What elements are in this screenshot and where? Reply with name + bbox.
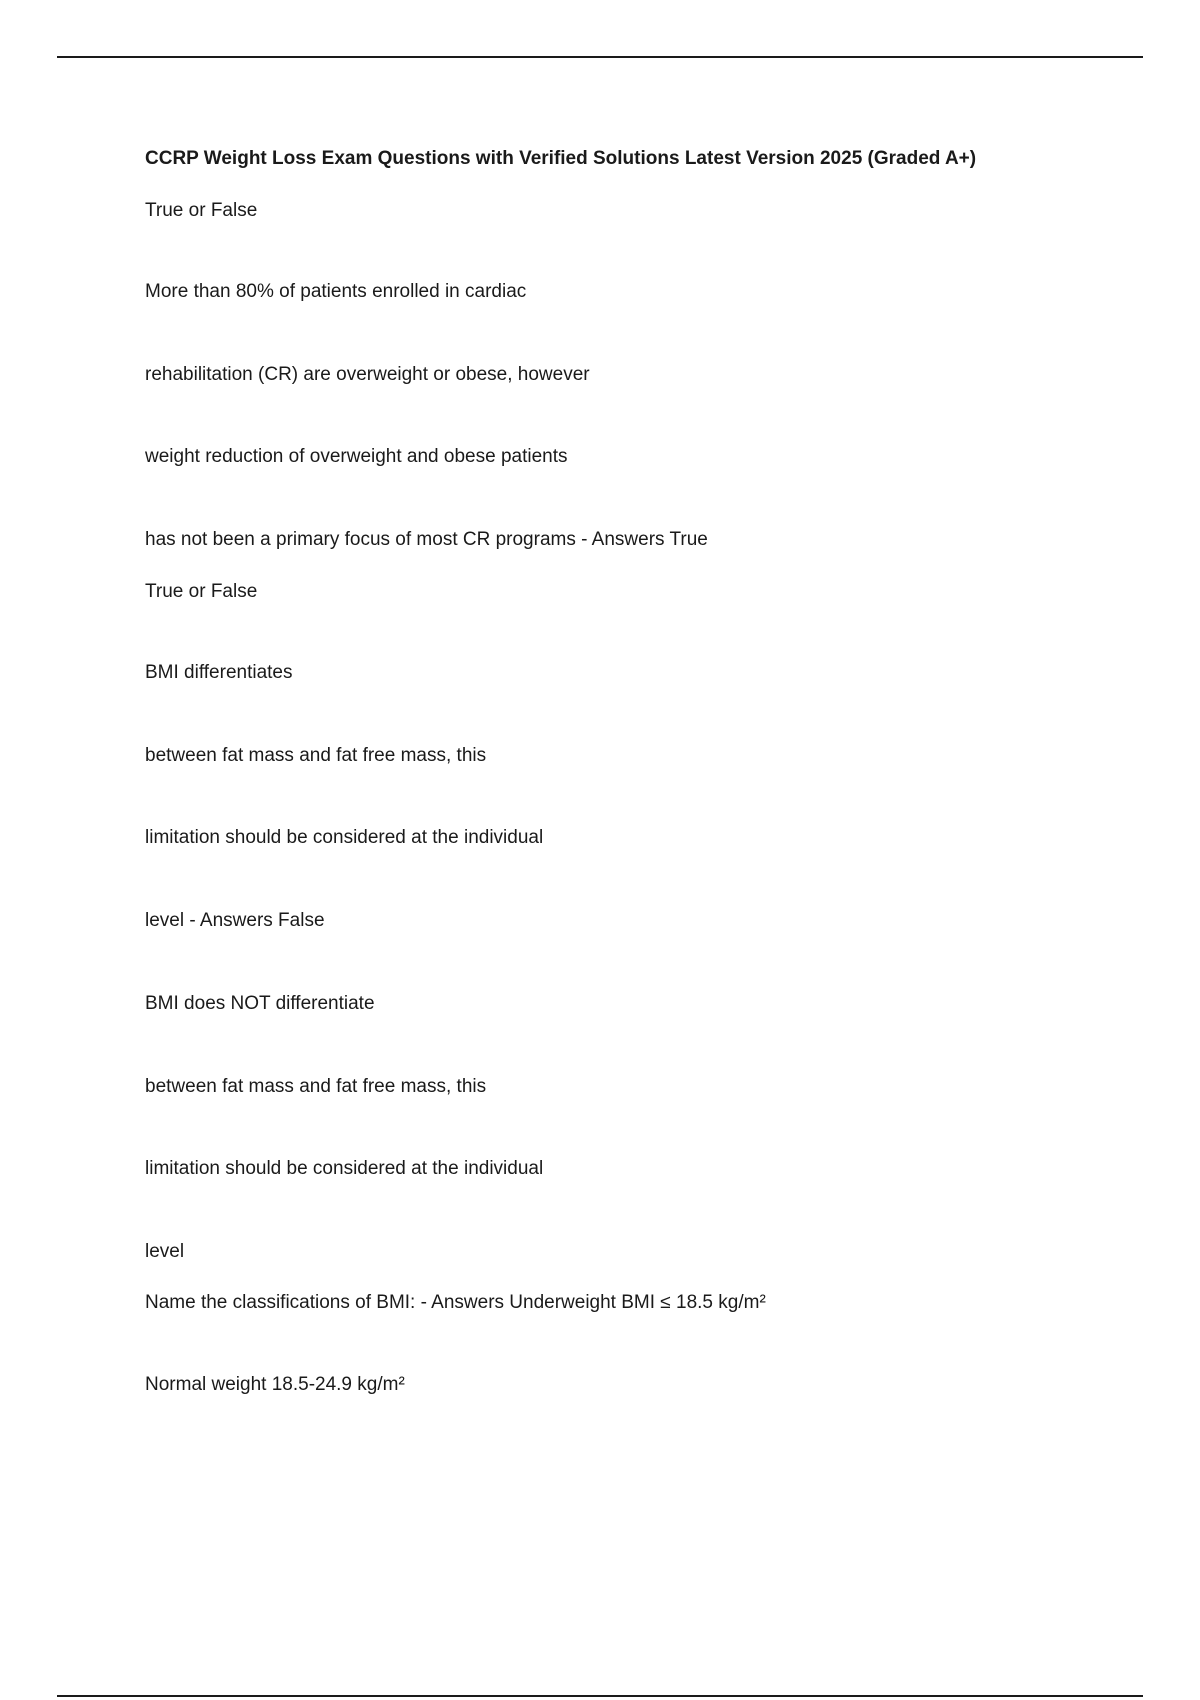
text-line: BMI differentiates	[145, 662, 293, 683]
text-line: More than 80% of patients enrolled in cardiac	[145, 281, 527, 302]
text-line: level	[145, 1241, 185, 1262]
text-line: limitation should be considered at the individual	[145, 827, 544, 848]
document-title: CCRP Weight Loss Exam Questions with Verified Solutions Latest Version 2025 (Graded A+)	[145, 148, 977, 169]
header-rule	[57, 56, 1143, 58]
text-line: has not been a primary focus of most CR programs - Answers True	[145, 529, 708, 550]
text-line: True or False	[145, 200, 258, 221]
footer-rule	[57, 1695, 1143, 1697]
text-line: True or False	[145, 581, 258, 602]
text-line: rehabilitation (CR) are overweight or obese, however	[145, 364, 590, 385]
text-line: level - Answers False	[145, 910, 325, 931]
text-line: BMI does NOT differentiate	[145, 993, 375, 1014]
text-line: weight reduction of overweight and obese patients	[145, 446, 568, 467]
text-line: Normal weight 18.5-24.9 kg/m²	[145, 1374, 405, 1395]
text-line: between fat mass and fat free mass, this	[145, 1076, 487, 1097]
text-line: limitation should be considered at the individual	[145, 1158, 544, 1179]
text-line: between fat mass and fat free mass, this	[145, 745, 487, 766]
text-line: Name the classifications of BMI: - Answers Underweight BMI ≤ 18.5 kg/m²	[145, 1292, 766, 1313]
